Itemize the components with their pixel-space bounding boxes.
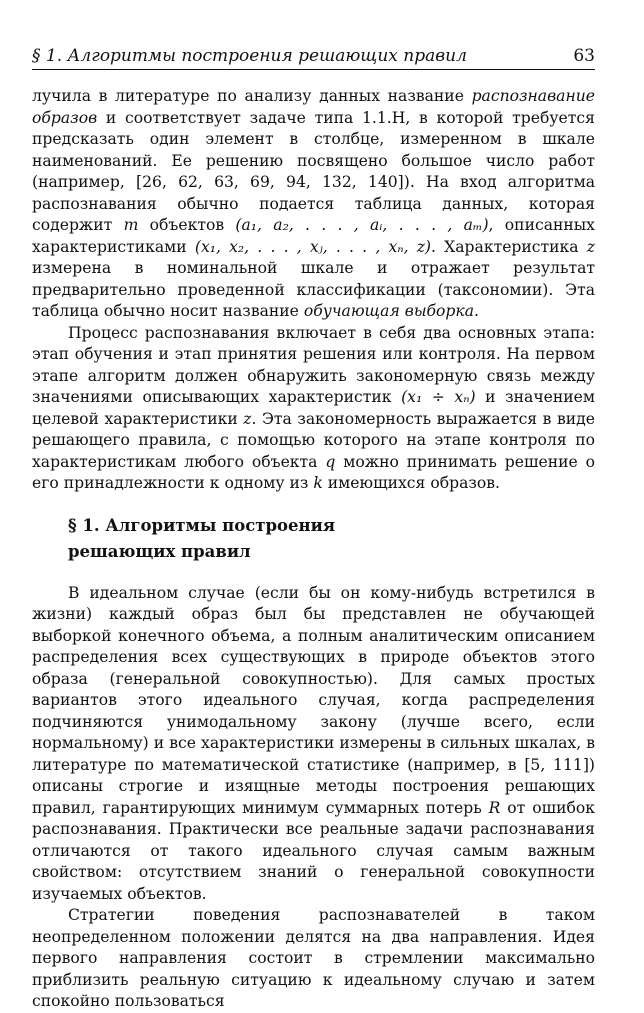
text: объектов — [138, 216, 236, 234]
text: , описанных характеристиками — [32, 216, 595, 256]
text: Процесс распознавания включает в себя два основных этапа: этап обучения и этап принятия решения или контроля. На первом этапе алгоритм должен обнаружить закономерную связь между значениями описывающих характеристик — [32, 323, 595, 406]
text: и значением целевой характеристики — [32, 388, 596, 428]
math-k: k — [313, 474, 323, 492]
text: измерена в номинальной шкале и отражает результат предварительно проведенной классификации (таксономии). Эта таблица обычно носит название — [32, 259, 595, 320]
running-header — [32, 45, 595, 70]
math-R: R — [488, 798, 501, 817]
text: Стратегии поведения распознавателей в таком неопределенном положении делятся на два направления. Идея первого направления состоит в стремлении максимально приблизить реальную ситуацию к идеальному случаю и затем спокойно пользоваться — [32, 906, 595, 1010]
math-range: (x₁ ÷ xₙ) — [401, 388, 476, 406]
text: от ошибок распознавания. Практически все реальные задачи распознавания отличаются от такого идеального случая самым важным свойством: отсутствием знаний о генеральной совокупности изучаемых объектов. — [32, 798, 596, 903]
text: . Характеристика — [431, 237, 587, 256]
paragraph-3 — [32, 583, 595, 906]
paragraph-1 — [32, 86, 595, 323]
text: лучила в литературе по анализу данных название — [32, 87, 472, 105]
math-characteristics: (x₁, x₂, . . . , xⱼ, . . . , xₙ, z) — [194, 237, 432, 256]
term-pattern-recognition: распознавание образов — [32, 87, 595, 127]
running-header-title: § 1. Алгоритмы построения решающих правил — [32, 46, 467, 66]
text: . Эта закономерность выражается в виде решающего правила, с помощью которого на этапе контроля по характеристикам любого объекта — [32, 409, 595, 471]
math-objects: (a₁, a₂, . . . , aᵢ, . . . , aₘ) — [235, 216, 489, 234]
page-body — [32, 86, 595, 1013]
text: . — [474, 302, 479, 320]
page-number: 63 — [573, 46, 595, 66]
paragraph-4 — [32, 905, 595, 1013]
math-q: q — [325, 452, 336, 471]
text: имеющихся образов. — [322, 474, 501, 492]
paragraph-2 — [32, 323, 595, 495]
math-z: z — [586, 237, 596, 256]
text: можно принимать решение о его принадлежности к одному из — [32, 452, 595, 492]
math-z: z — [243, 409, 252, 428]
math-m: m — [123, 216, 139, 234]
section-heading: § 1. Алгоритмы построения решающих правил — [68, 515, 336, 561]
term-training-sample: обучающая выборка — [303, 302, 475, 320]
text: В идеальном случае (если бы он кому-нибудь встретился в жизни) каждый образ был бы представлен не обучающей выборкой конечного объема, а полным аналитическим описанием распределения всех существующих в природе объектов этого образа (генеральной совокупностью). Для самых простых вариантов этого идеального случая, когда распределения подчиняются унимодальному закону (лучше всего, если нормальному) и все характеристики измерены в сильных шкалах, в литературе по математической статистике (например, в [5, 111]) описаны строгие и изящные методы построения решающих правил, гарантирующих минимум суммарных потерь — [32, 583, 595, 817]
text: и соответствует задаче типа 1.1.H, в которой требуется предсказать один элемент в столбце, измеренном в шкале наименований. Ее решению посвящено большое число работ (например, [26, 62, 63, 69, 94, 132, 140]). На вход алгоритма распознавания обычно подается таблица данных, которая содержит — [32, 108, 595, 234]
